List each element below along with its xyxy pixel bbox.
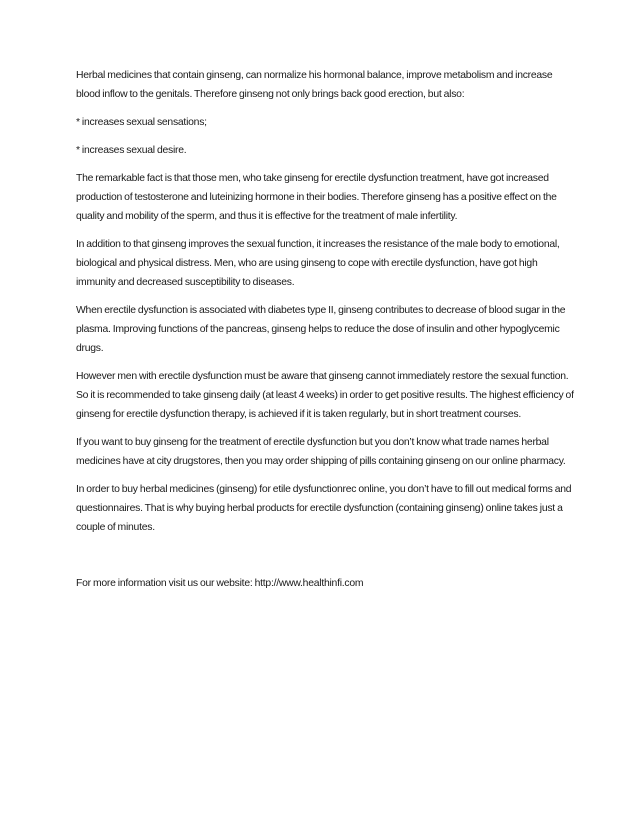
document-body <box>76 66 576 593</box>
paragraph-diabetes: When erectile dysfunction is associated with diabetes type II, ginseng contributes to decrease of blood sugar in the plasma. Improving functions of the pancreas, ginseng helps to reduce the dose of insulin and other hypoglycemic drugs. <box>76 305 566 354</box>
paragraph-intro: Herbal medicines that contain ginseng, can normalize his hormonal balance, improve metabolism and increase blood inflow to the genitals. Therefore ginseng not only brings back good erection, but also: <box>76 70 553 100</box>
paragraph-online: In order to buy herbal medicines (ginseng) for etile dysfunctionrec online, you don’t have to fill out medical forms and questionnaires. That is why buying herbal products for erectile dysfunction (containing ginseng) online takes just a couple of minutes. <box>76 484 572 533</box>
paragraph-testosterone: The remarkable fact is that those men, who take ginseng for erectile dysfunction treatment, have got increased production of testosterone and luteinizing hormone in their bodies. Therefore ginseng has a positive effect on the quality and mobility of the sperm, and thus it is effective for the treatment of male infertility. <box>76 173 557 222</box>
footer-website-line: For more information visit us our website: http://www.healthinfi.com <box>76 578 364 589</box>
paragraph-buy: If you want to buy ginseng for the treatment of erectile dysfunction but you don’t know what trade names herbal medicines have at city drugstores, then you may order shipping of pills containing ginseng on our online pharmacy. <box>76 437 566 467</box>
bullet-sensations: * increases sexual sensations; <box>76 117 207 128</box>
paragraph-dosage: However men with erectile dysfunction must be aware that ginseng cannot immediately restore the sexual function. So it is recommended to take ginseng daily (at least 4 weeks) in order to get positive results. The highest efficiency of ginseng for erectile dysfunction therapy, is achieved if it is taken regularly, but in short treatment courses. <box>76 371 574 420</box>
paragraph-resistance: In addition to that ginseng improves the sexual function, it increases the resistance of the male body to emotional, biological and physical distress. Men, who are using ginseng to cope with erectile dysfunction, have got high immunity and decreased susceptibility to diseases. <box>76 239 560 288</box>
spacer <box>76 546 576 574</box>
bullet-desire: * increases sexual desire. <box>76 145 187 156</box>
